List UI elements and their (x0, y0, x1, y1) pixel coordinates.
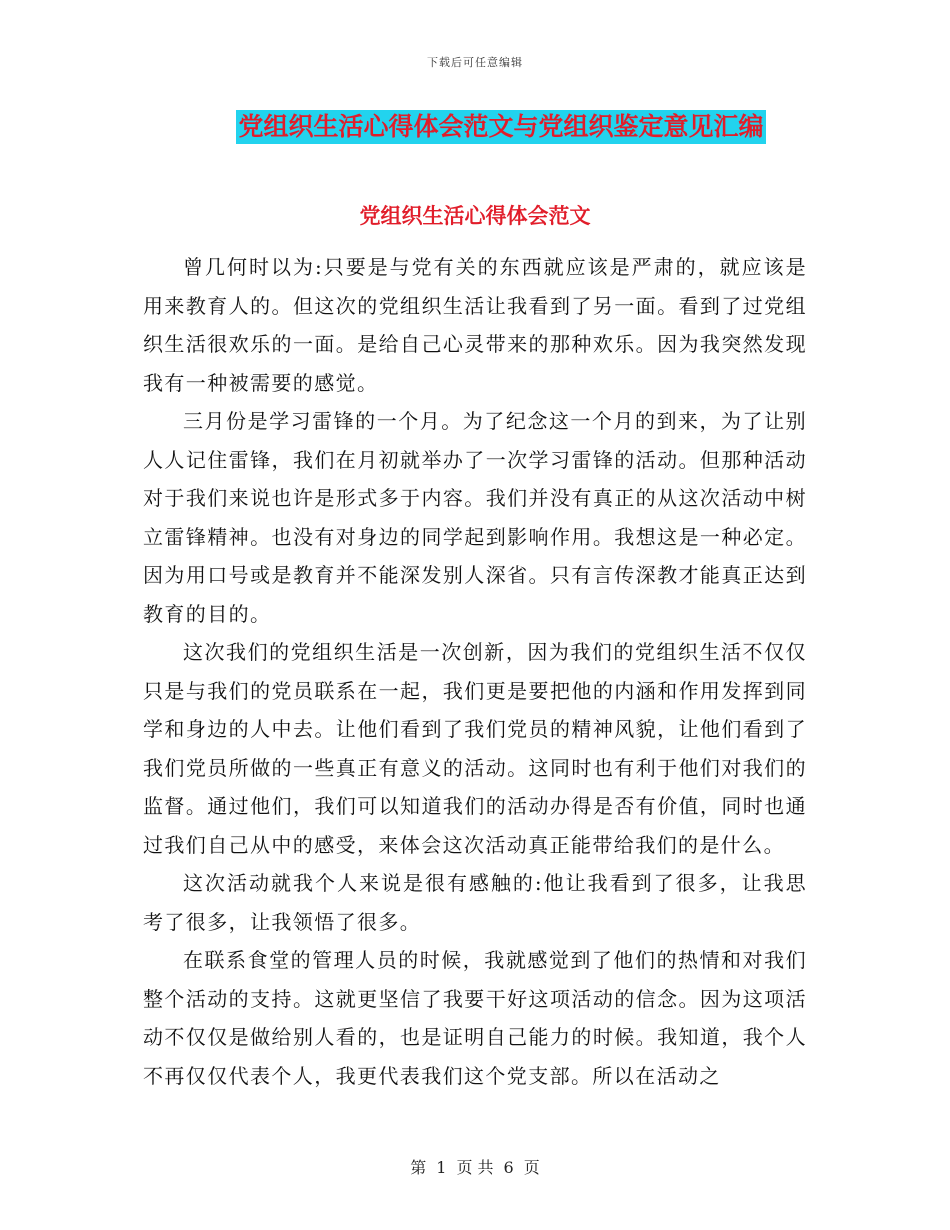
paragraph: 在联系食堂的管理人员的时候，我就感觉到了他们的热情和对我们整个活动的支持。这就更坚信了我要干好这项活动的信念。因为这项活动不仅仅是做给别人看的，也是证明自己能力的时候。我知道，我个人不再仅仅代表个人，我更代表我们这个党支部。所以在活动之 (143, 948, 807, 1088)
paragraph: 这次活动就我个人来说是很有感触的:他让我看到了很多，让我思考了很多，让我领悟了很多。 (143, 871, 807, 934)
footer-suffix: 页 (523, 1158, 540, 1177)
header-note: 下载后可任意编辑 (427, 56, 523, 69)
footer-prefix: 第 (410, 1158, 427, 1177)
main-title: 党组织生活心得体会范文与党组织鉴定意见汇编 (236, 110, 765, 144)
paragraph: 曾几何时以为:只要是与党有关的东西就应该是严肃的，就应该是用来教育人的。但这次的党组织生活让我看到了另一面。看到了过党组织生活很欢乐的一面。是给自己心灵带来的那种欢乐。因为我突然发现我有一种被需要的感觉。 (143, 255, 807, 395)
paragraph: 这次我们的党组织生活是一次创新，因为我们的党组织生活不仅仅只是与我们的党员联系在一起，我们更是要把他的内涵和作用发挥到同学和身边的人中去。让他们看到了我们党员的精神风貌，让他们看到了我们党员所做的一些真正有意义的活动。这同时也有利于他们对我们的监督。通过他们，我们可以知道我们的活动办得是否有价值，同时也通过我们自己从中的感受，来体会这次活动真正能带给我们的是什么。 (143, 640, 807, 857)
footer-total-pages: 6 (503, 1158, 514, 1177)
footer-page-number: 1 (436, 1158, 447, 1177)
body-text (143, 248, 807, 1095)
page-footer (0, 1155, 950, 1178)
footer-middle: 页 共 (456, 1158, 494, 1177)
paragraph: 三月份是学习雷锋的一个月。为了纪念这一个月的到来，为了让别人人记住雷锋，我们在月初就举办了一次学习雷锋的活动。但那种活动对于我们来说也许是形式多于内容。我们并没有真正的从这次活动中树立雷锋精神。也没有对身边的同学起到影响作用。我想这是一种必定。因为用口号或是教育并不能深发别人深省。只有言传深教才能真正达到教育的目的。 (143, 409, 807, 626)
section-title: 党组织生活心得体会范文 (359, 203, 591, 228)
main-title-container (0, 110, 950, 144)
